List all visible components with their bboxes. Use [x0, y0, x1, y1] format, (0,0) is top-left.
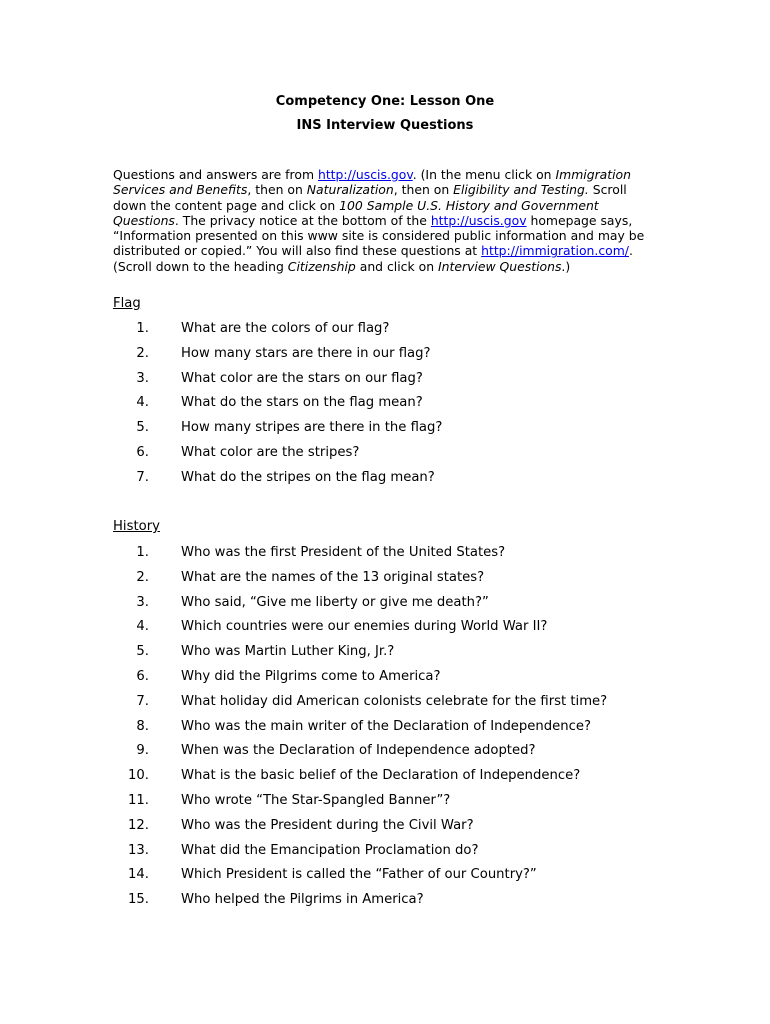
question-number: 14. [128, 867, 149, 883]
section-heading-history: History [113, 519, 160, 534]
question-number: 1. [136, 321, 149, 336]
question-text: Who was the first President of the United States? [181, 545, 506, 560]
intro-text: , then on [393, 182, 454, 198]
question-item [113, 419, 713, 444]
flag-question-list [113, 320, 713, 494]
question-item [113, 544, 713, 569]
question-text: What color are the stripes? [181, 444, 360, 460]
section-heading-flag: Flag [113, 296, 141, 311]
question-number: 3. [136, 370, 149, 386]
question-text: What are the names of the 13 original states? [181, 569, 485, 585]
question-text: What is the basic belief of the Declaration of Independence? [181, 768, 581, 784]
question-number: 7. [136, 469, 149, 485]
question-text: Who helped the Pilgrims in America? [181, 892, 424, 908]
question-item [113, 668, 713, 693]
document-subtitle: INS Interview Questions [296, 118, 474, 133]
question-number: 7. [136, 693, 149, 709]
question-number: 5. [136, 420, 149, 436]
question-number: 5. [136, 644, 149, 660]
intro-italic-text: Citizenship [287, 258, 356, 274]
intro-italic-text: Immigration [555, 167, 631, 182]
intro-italic-text: Interview Questions [437, 258, 562, 274]
question-number: 6. [136, 444, 149, 460]
question-number: 8. [136, 718, 149, 734]
question-item [113, 767, 713, 792]
question-text: Who was Martin Luther King, Jr.? [181, 644, 395, 660]
question-number: 3. [136, 594, 149, 610]
question-item [113, 569, 713, 594]
question-number: 4. [136, 619, 149, 635]
question-text: Which countries were our enemies during World War II? [181, 619, 548, 635]
question-number: 10. [128, 768, 149, 784]
question-item [113, 842, 713, 867]
intro-italic-text: Services and Benefits [113, 182, 248, 198]
question-item [113, 891, 713, 916]
question-text: What are the colors of our flag? [181, 321, 390, 336]
intro-italic-text: Questions [113, 212, 175, 228]
question-text: How many stripes are there in the flag? [181, 420, 443, 436]
question-number: 11. [128, 792, 149, 808]
intro-text: . (In the menu click on [412, 167, 556, 182]
uscis-link[interactable]: http://uscis.gov [430, 212, 527, 228]
intro-text: Questions and answers are from [113, 167, 318, 182]
intro-text: (Scroll down to the heading [113, 258, 288, 274]
question-number: 6. [136, 668, 149, 684]
question-text: Why did the Pilgrims come to America? [181, 668, 441, 684]
intro-italic-text: Eligibility and Testing. [453, 182, 589, 198]
question-text: What holiday did American colonists celebrate for the first time? [181, 693, 608, 709]
question-number: 2. [136, 345, 149, 361]
intro-text: . The privacy notice at the bottom of the [174, 212, 431, 228]
question-text: Who wrote “The Star-Spangled Banner”? [181, 792, 451, 808]
question-text: Who was the President during the Civil War? [181, 817, 474, 833]
question-item [113, 817, 713, 842]
intro-text: distributed or copied.” You will also find these questions at [113, 243, 482, 259]
question-item [113, 643, 713, 668]
document-title: Competency One: Lesson One [275, 94, 495, 109]
question-number: 2. [136, 569, 149, 585]
question-text: What color are the stars on our flag? [181, 370, 423, 386]
question-item [113, 320, 713, 345]
intro-text: .) [561, 258, 571, 274]
intro-text: . [628, 243, 633, 259]
question-item [113, 618, 713, 643]
question-item [113, 866, 713, 891]
question-text: What do the stars on the flag mean? [181, 395, 423, 411]
question-item [113, 469, 713, 494]
intro-italic-text: Naturalization [306, 182, 394, 198]
history-question-list [113, 544, 713, 916]
question-item [113, 718, 713, 743]
intro-paragraph [113, 167, 673, 274]
question-text: What did the Emancipation Proclamation do? [181, 842, 479, 858]
question-number: 9. [136, 743, 149, 759]
question-item [113, 394, 713, 419]
question-number: 15. [128, 892, 149, 908]
question-text: When was the Declaration of Independence adopted? [181, 743, 536, 759]
question-item [113, 742, 713, 767]
question-text: What do the stripes on the flag mean? [181, 469, 435, 485]
question-text: Who said, “Give me liberty or give me death?” [181, 594, 489, 610]
question-item [113, 792, 713, 817]
question-item [113, 594, 713, 619]
question-number: 12. [128, 817, 149, 833]
intro-text: and click on [355, 258, 438, 274]
question-item [113, 693, 713, 718]
question-text: Which President is called the “Father of our Country?” [181, 867, 537, 883]
immigration-link[interactable]: http://immigration.com/ [481, 243, 629, 259]
uscis-link[interactable]: http://uscis.gov [317, 167, 413, 182]
question-item [113, 444, 713, 469]
intro-italic-text: 100 Sample U.S. History and Government [339, 197, 599, 213]
question-number: 13. [128, 842, 149, 858]
question-item [113, 370, 713, 395]
question-number: 1. [136, 545, 149, 560]
intro-text: , then on [247, 182, 307, 198]
intro-text: Scroll [588, 182, 627, 198]
question-number: 4. [136, 395, 149, 411]
question-text: How many stars are there in our flag? [181, 345, 431, 361]
intro-text: “Information presented on this www site is considered public information and may be [113, 228, 645, 244]
intro-text: homepage says, [526, 212, 633, 228]
question-text: Who was the main writer of the Declaration of Independence? [181, 718, 591, 734]
intro-text: down the content page and click on [113, 197, 340, 213]
question-item [113, 345, 713, 370]
